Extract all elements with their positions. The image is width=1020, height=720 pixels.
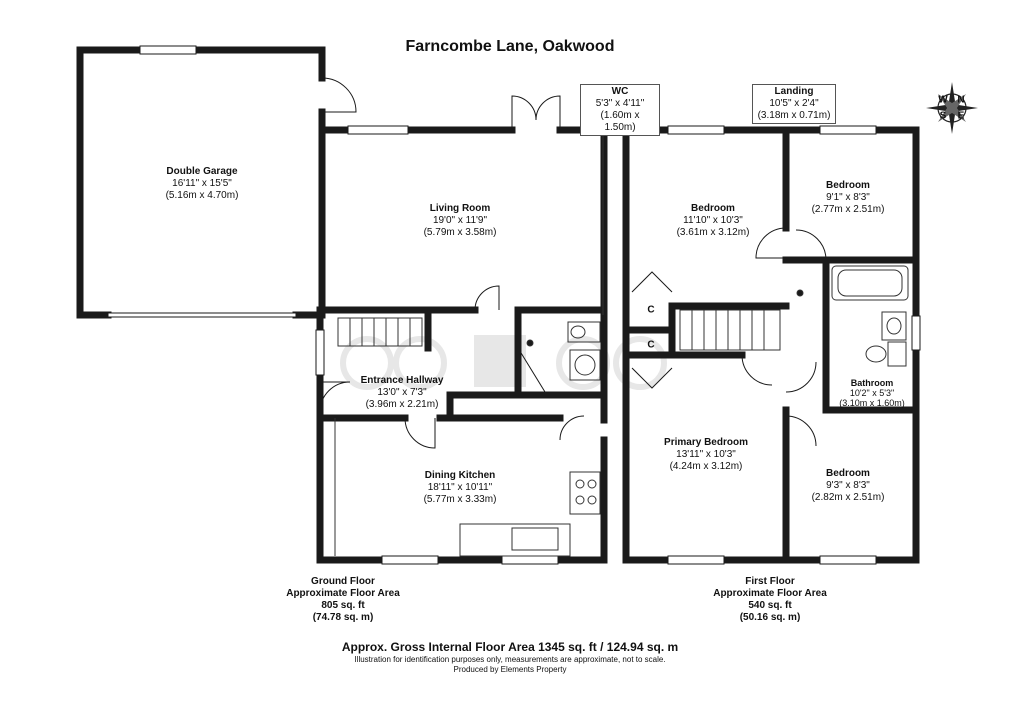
ground-floor-walls xyxy=(80,50,604,560)
disclaimer: Illustration for identification purposes only, measurements are approximate, not to scale. xyxy=(354,655,666,664)
compass-south-label: S xyxy=(939,110,947,122)
ground-floor-area xyxy=(286,576,400,624)
room-name: Landing xyxy=(774,86,814,97)
room-imperial: 5'3" x 4'11" xyxy=(595,98,645,109)
room-metric: (1.60m x 1.50m) xyxy=(600,110,640,133)
room-metric: (5.16m x 4.70m) xyxy=(165,190,239,201)
floor-area-line: Ground Floor xyxy=(311,576,375,587)
property-title: Farncombe Lane, Oakwood xyxy=(405,38,615,55)
floor-area-line: 805 sq. ft xyxy=(321,600,365,611)
room-name: Double Garage xyxy=(166,166,238,177)
room-imperial: 13'0" x 7'3" xyxy=(377,387,427,398)
room-metric: (2.77m x 2.51m) xyxy=(811,204,885,215)
room-name: Bedroom xyxy=(826,180,870,191)
room-imperial: 19'0" x 11'9" xyxy=(432,215,488,226)
room-metric: (3.18m x 0.71m) xyxy=(757,110,831,121)
producer-credit: Produced by Elements Property xyxy=(453,665,567,674)
room-label-bedroom-front-right xyxy=(812,180,885,216)
room-imperial: 10'5" x 2'4" xyxy=(769,98,819,109)
room-imperial: 16'11" x 15'5" xyxy=(172,178,232,189)
compass-rose-icon xyxy=(926,82,978,134)
cupboard-label-lower: C xyxy=(647,339,655,351)
room-imperial: 13'11" x 10'3" xyxy=(676,449,736,460)
room-metric: (3.61m x 3.12m) xyxy=(676,227,750,238)
room-metric: (3.96m x 2.21m) xyxy=(365,399,439,410)
floor-area-line: Approximate Floor Area xyxy=(286,588,400,599)
room-imperial: 11'10" x 10'3" xyxy=(683,215,743,226)
room-label-dining-kitchen xyxy=(424,470,497,506)
room-label-bathroom xyxy=(839,378,905,408)
room-imperial: 18'11" x 10'11" xyxy=(427,482,493,493)
compass-west-label: W xyxy=(938,94,948,106)
room-metric: (2.82m x 2.51m) xyxy=(811,492,885,503)
gross-floor-area: Approx. Gross Internal Floor Area 1345 sq. ft / 124.94 sq. m xyxy=(341,640,679,654)
floor-area-line: 540 sq. ft xyxy=(748,600,792,611)
room-name: Primary Bedroom xyxy=(664,437,748,448)
room-imperial: 10'2" x 5'3" xyxy=(849,388,895,398)
room-name: Bathroom xyxy=(850,378,894,388)
room-label-living-room xyxy=(424,203,497,239)
room-metric: (3.10m x 1.60m) xyxy=(839,398,905,408)
floor-area-line: (50.16 sq. m) xyxy=(739,612,801,623)
room-metric: (4.24m x 3.12m) xyxy=(669,461,743,472)
room-metric: (5.79m x 3.58m) xyxy=(423,227,497,238)
floor-area-line: (74.78 sq. m) xyxy=(312,612,374,623)
room-imperial: 9'3" x 8'3" xyxy=(826,480,870,491)
room-label-double-garage xyxy=(166,166,239,202)
compass-north-label: N xyxy=(957,94,965,106)
room-name: Living Room xyxy=(429,203,491,214)
floor-area-line: First Floor xyxy=(745,576,795,587)
cupboard-label-upper: C xyxy=(647,304,655,316)
room-metric: (5.77m x 3.33m) xyxy=(423,494,497,505)
room-label-wc xyxy=(580,84,660,136)
room-name: Bedroom xyxy=(826,468,870,479)
room-label-bedroom-front-left xyxy=(677,203,750,239)
room-name: Dining Kitchen xyxy=(424,470,496,481)
room-label-entrance-hallway xyxy=(361,375,444,411)
room-imperial: 9'1" x 8'3" xyxy=(826,192,870,203)
first-floor-fittings xyxy=(797,266,908,366)
room-name: WC xyxy=(611,86,629,97)
floor-area-line: Approximate Floor Area xyxy=(713,588,827,599)
room-name: Bedroom xyxy=(691,203,735,214)
room-label-primary-bedroom xyxy=(664,437,748,473)
room-label-bedroom-rear-right xyxy=(812,468,885,504)
first-floor-area xyxy=(713,576,827,624)
room-name: Entrance Hallway xyxy=(360,375,444,386)
compass-east-label: E xyxy=(957,110,965,122)
room-label-landing xyxy=(752,84,836,124)
